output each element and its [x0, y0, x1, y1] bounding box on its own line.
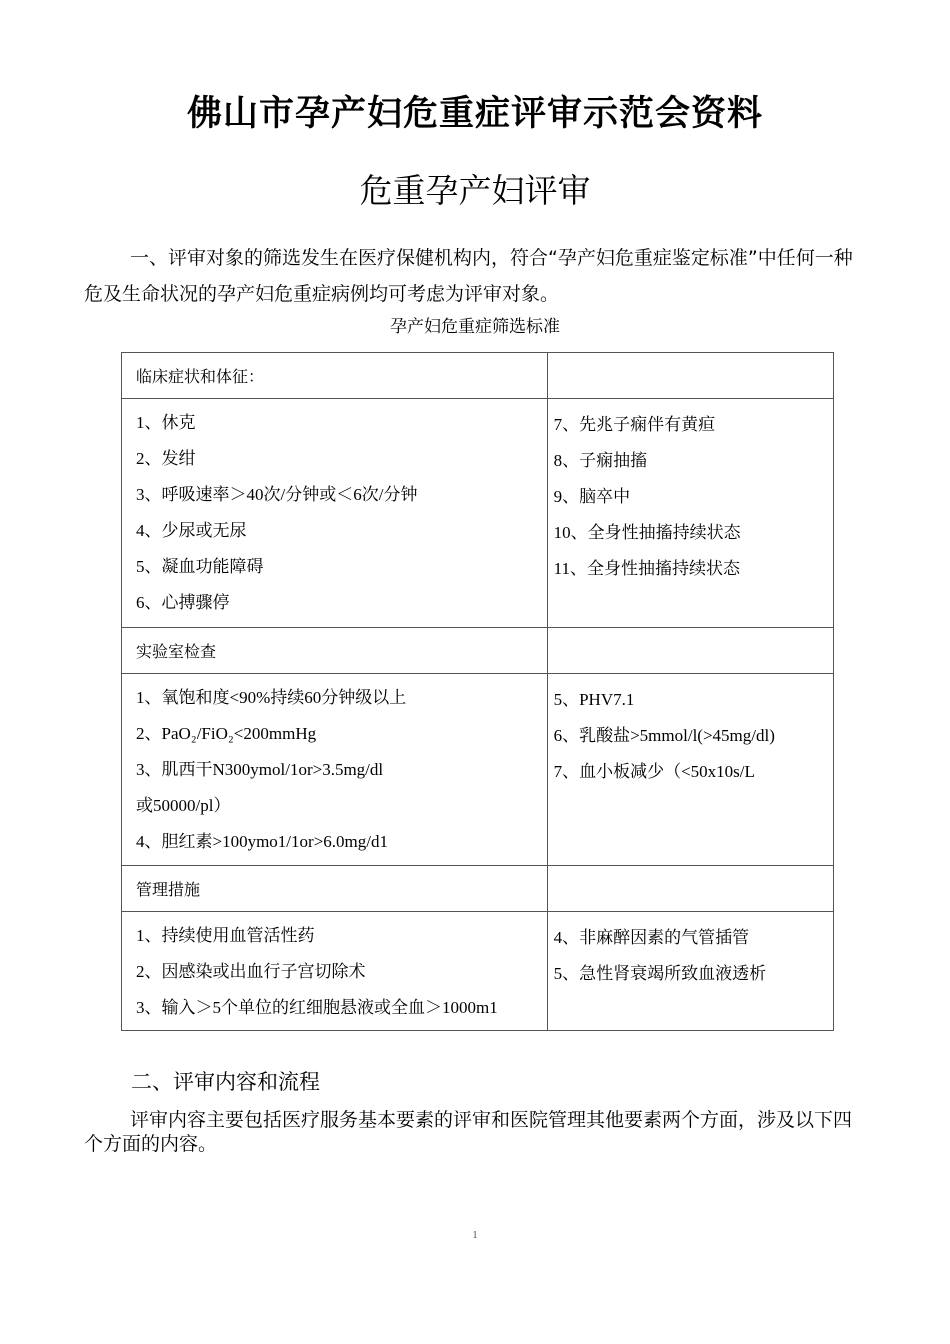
- empty-header-cell: [547, 353, 833, 399]
- section-two-heading: 二、评审内容和流程: [131, 1070, 320, 1094]
- list-item: 1、休克: [136, 413, 196, 432]
- list-item: 7、血小板减少（<50x10s/L: [553, 762, 755, 781]
- empty-header-cell: [547, 866, 833, 912]
- list-item: 10、全身性抽搐持续状态: [553, 523, 741, 542]
- table-row: [122, 912, 834, 1031]
- table-row: [122, 674, 834, 866]
- table-row: [122, 399, 834, 628]
- list-item: 8、子痫抽搐: [553, 451, 648, 470]
- list-item: 或50000/pl）: [136, 796, 231, 815]
- table-caption: 孕产妇危重症筛选标准: [390, 317, 560, 337]
- table-row: [122, 353, 834, 399]
- list-item: 3、呼吸速率＞40次/分钟或＜6次/分钟: [136, 485, 418, 504]
- list-item: 3、肌西干N300ymol/1or>3.5mg/dl: [136, 760, 384, 779]
- management-left-cell: [122, 912, 548, 1031]
- list-item: 5、急性肾衰竭所致血液透析: [553, 964, 767, 983]
- list-item: 6、乳酸盐>5mmol/l(>45mg/dl): [553, 726, 775, 745]
- list-item: 7、先兆子痫伴有黄疸: [553, 415, 716, 434]
- empty-header-cell: [547, 628, 833, 674]
- page-number: 1: [472, 1229, 478, 1241]
- section-one-text: 发生在医疗保健机构内，符合“孕产妇危重症鉴定标准”中任何一种危及生命状况的孕产妇危重症病例均可考虑为评审对象。: [84, 247, 853, 305]
- screening-criteria-table: [121, 352, 834, 1031]
- lab-header-cell: [122, 628, 548, 674]
- table-row: [122, 628, 834, 674]
- management-header: 管理措施: [136, 880, 201, 899]
- list-item: 2、因感染或出血行子宫切除术: [136, 962, 366, 981]
- list-item: 5、PHV7.1: [553, 690, 635, 709]
- section-two-paragraph: [84, 1108, 860, 1156]
- list-item: 6、心搏骤停: [136, 593, 230, 612]
- document-subtitle: 危重孕产妇评审: [359, 171, 591, 210]
- list-item: 2、PaO₂/FiO₂<200mmHg: [136, 724, 317, 743]
- management-right-cell: [547, 912, 833, 1031]
- list-item: 5、凝血功能障碍: [136, 557, 264, 576]
- list-item: 9、脑卒中: [553, 487, 631, 506]
- document-title: 佛山市孕产妇危重症评审示范会资料: [186, 94, 763, 134]
- section-two-text: 评审内容主要包括医疗服务基本要素的评审和医院管理其他要素两个方面，涉及以下四个方面的内容。: [84, 1109, 853, 1155]
- management-header-cell: [122, 866, 548, 912]
- clinical-header: 临床症状和体征：: [136, 367, 265, 386]
- section-one-paragraph: [84, 240, 860, 312]
- list-item: 3、输入＞5个单位的红细胞悬液或全血＞1000m1: [136, 998, 498, 1017]
- clinical-right-cell: [547, 399, 833, 628]
- lab-left-cell: [122, 674, 548, 866]
- list-item: 4、胆红素>100ymo1/1or>6.0mg/d1: [136, 832, 388, 851]
- list-item: 4、非麻醉因素的气管插管: [553, 928, 750, 947]
- section-one-heading: 一、评审对象的筛选: [130, 247, 302, 269]
- lab-header: 实验室检查: [136, 642, 217, 661]
- list-item: 1、持续使用血管活性药: [136, 926, 315, 945]
- list-item: 4、少尿或无尿: [136, 521, 247, 540]
- lab-right-cell: [547, 674, 833, 866]
- table-row: [122, 866, 834, 912]
- list-item: 1、氧饱和度<90%持续60分钟级以上: [136, 688, 407, 707]
- list-item: 2、发绀: [136, 449, 196, 468]
- list-item: 11、全身性抽搐持续状态: [553, 559, 740, 578]
- clinical-header-cell: [122, 353, 548, 399]
- clinical-left-cell: [122, 399, 548, 628]
